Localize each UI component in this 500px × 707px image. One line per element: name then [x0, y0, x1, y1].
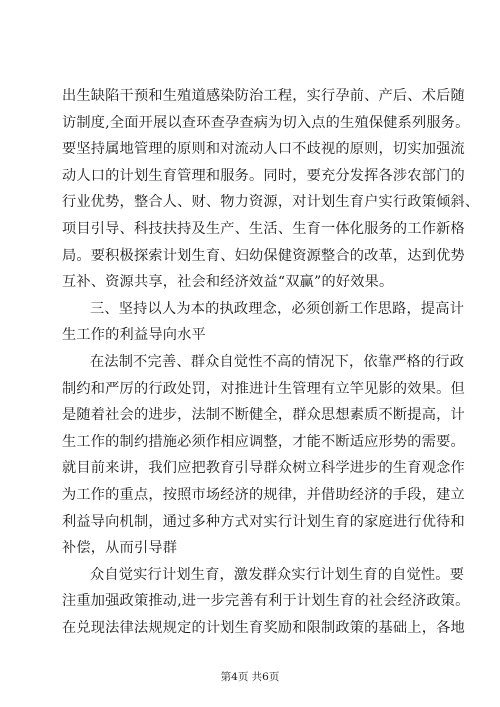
text-line: 局。要积极探索计划生育、妇幼保健资源整合的改革，达到优势	[62, 247, 465, 264]
text-line: 三、坚持以人为本的执政理念，必须创新工作思路，提高计	[90, 300, 465, 317]
text-line: 生工作的制约措施必须作相应调整，才能不断适应形势的需要。	[62, 433, 465, 450]
text-line: 注重加强政策推动,进一步完善有利于计划生育的社会经济政策。	[62, 593, 470, 610]
text-line: 生工作的利益导向水平	[62, 327, 206, 344]
text-line: 利益导向机制，通过多种方式对实行计划生育的家庭进行优待和	[62, 513, 465, 530]
text-line: 互补、资源共享，社会和经济效益“双赢”的好效果。	[62, 274, 394, 291]
text-line: 访制度,全面开展以查环查孕查病为切入点的生殖保健系列服务。	[62, 114, 470, 131]
text-line: 就目前来讲，我们应把教育引导群众树立科学进步的生育观念作	[62, 460, 465, 477]
text-line: 在法制不完善、群众自觉性不高的情况下，依靠严格的行政	[90, 353, 465, 370]
text-line: 项目引导、科技扶持及生产、生活、生育一体化服务的工作新格	[62, 220, 465, 237]
document-body	[62, 83, 480, 641]
text-line: 补偿，从而引导群	[62, 540, 178, 557]
text-line: 行业优势，整合人、财、物力资源，对计划生育户实行政策倾斜、	[62, 194, 480, 211]
text-line: 要坚持属地管理的原则和对流动人口不歧视的原则，切实加强流	[62, 141, 465, 158]
text-line: 在兑现法律法规规定的计划生育奖励和限制政策的基础上，各地	[62, 619, 465, 636]
text-line: 制约和严厉的行政处罚，对推进计生管理有立竿见影的效果。但	[62, 380, 465, 397]
page-footer: 第4页 共6页	[220, 671, 280, 683]
text-line: 是随着社会的进步，法制不断健全，群众思想素质不断提高，计	[62, 407, 465, 424]
text-line: 出生缺陷干预和生殖道感染防治工程，实行孕前、产后、术后随	[62, 88, 465, 104]
text-line: 众自觉实行计划生育，激发群众实行计划生育的自觉性。要	[90, 566, 465, 583]
text-line: 动人口的计划生育管理和服务。同时，要充分发挥各涉农部门的	[62, 167, 465, 184]
text-line: 为工作的重点，按照市场经济的规律，并借助经济的手段，建立	[62, 486, 465, 503]
